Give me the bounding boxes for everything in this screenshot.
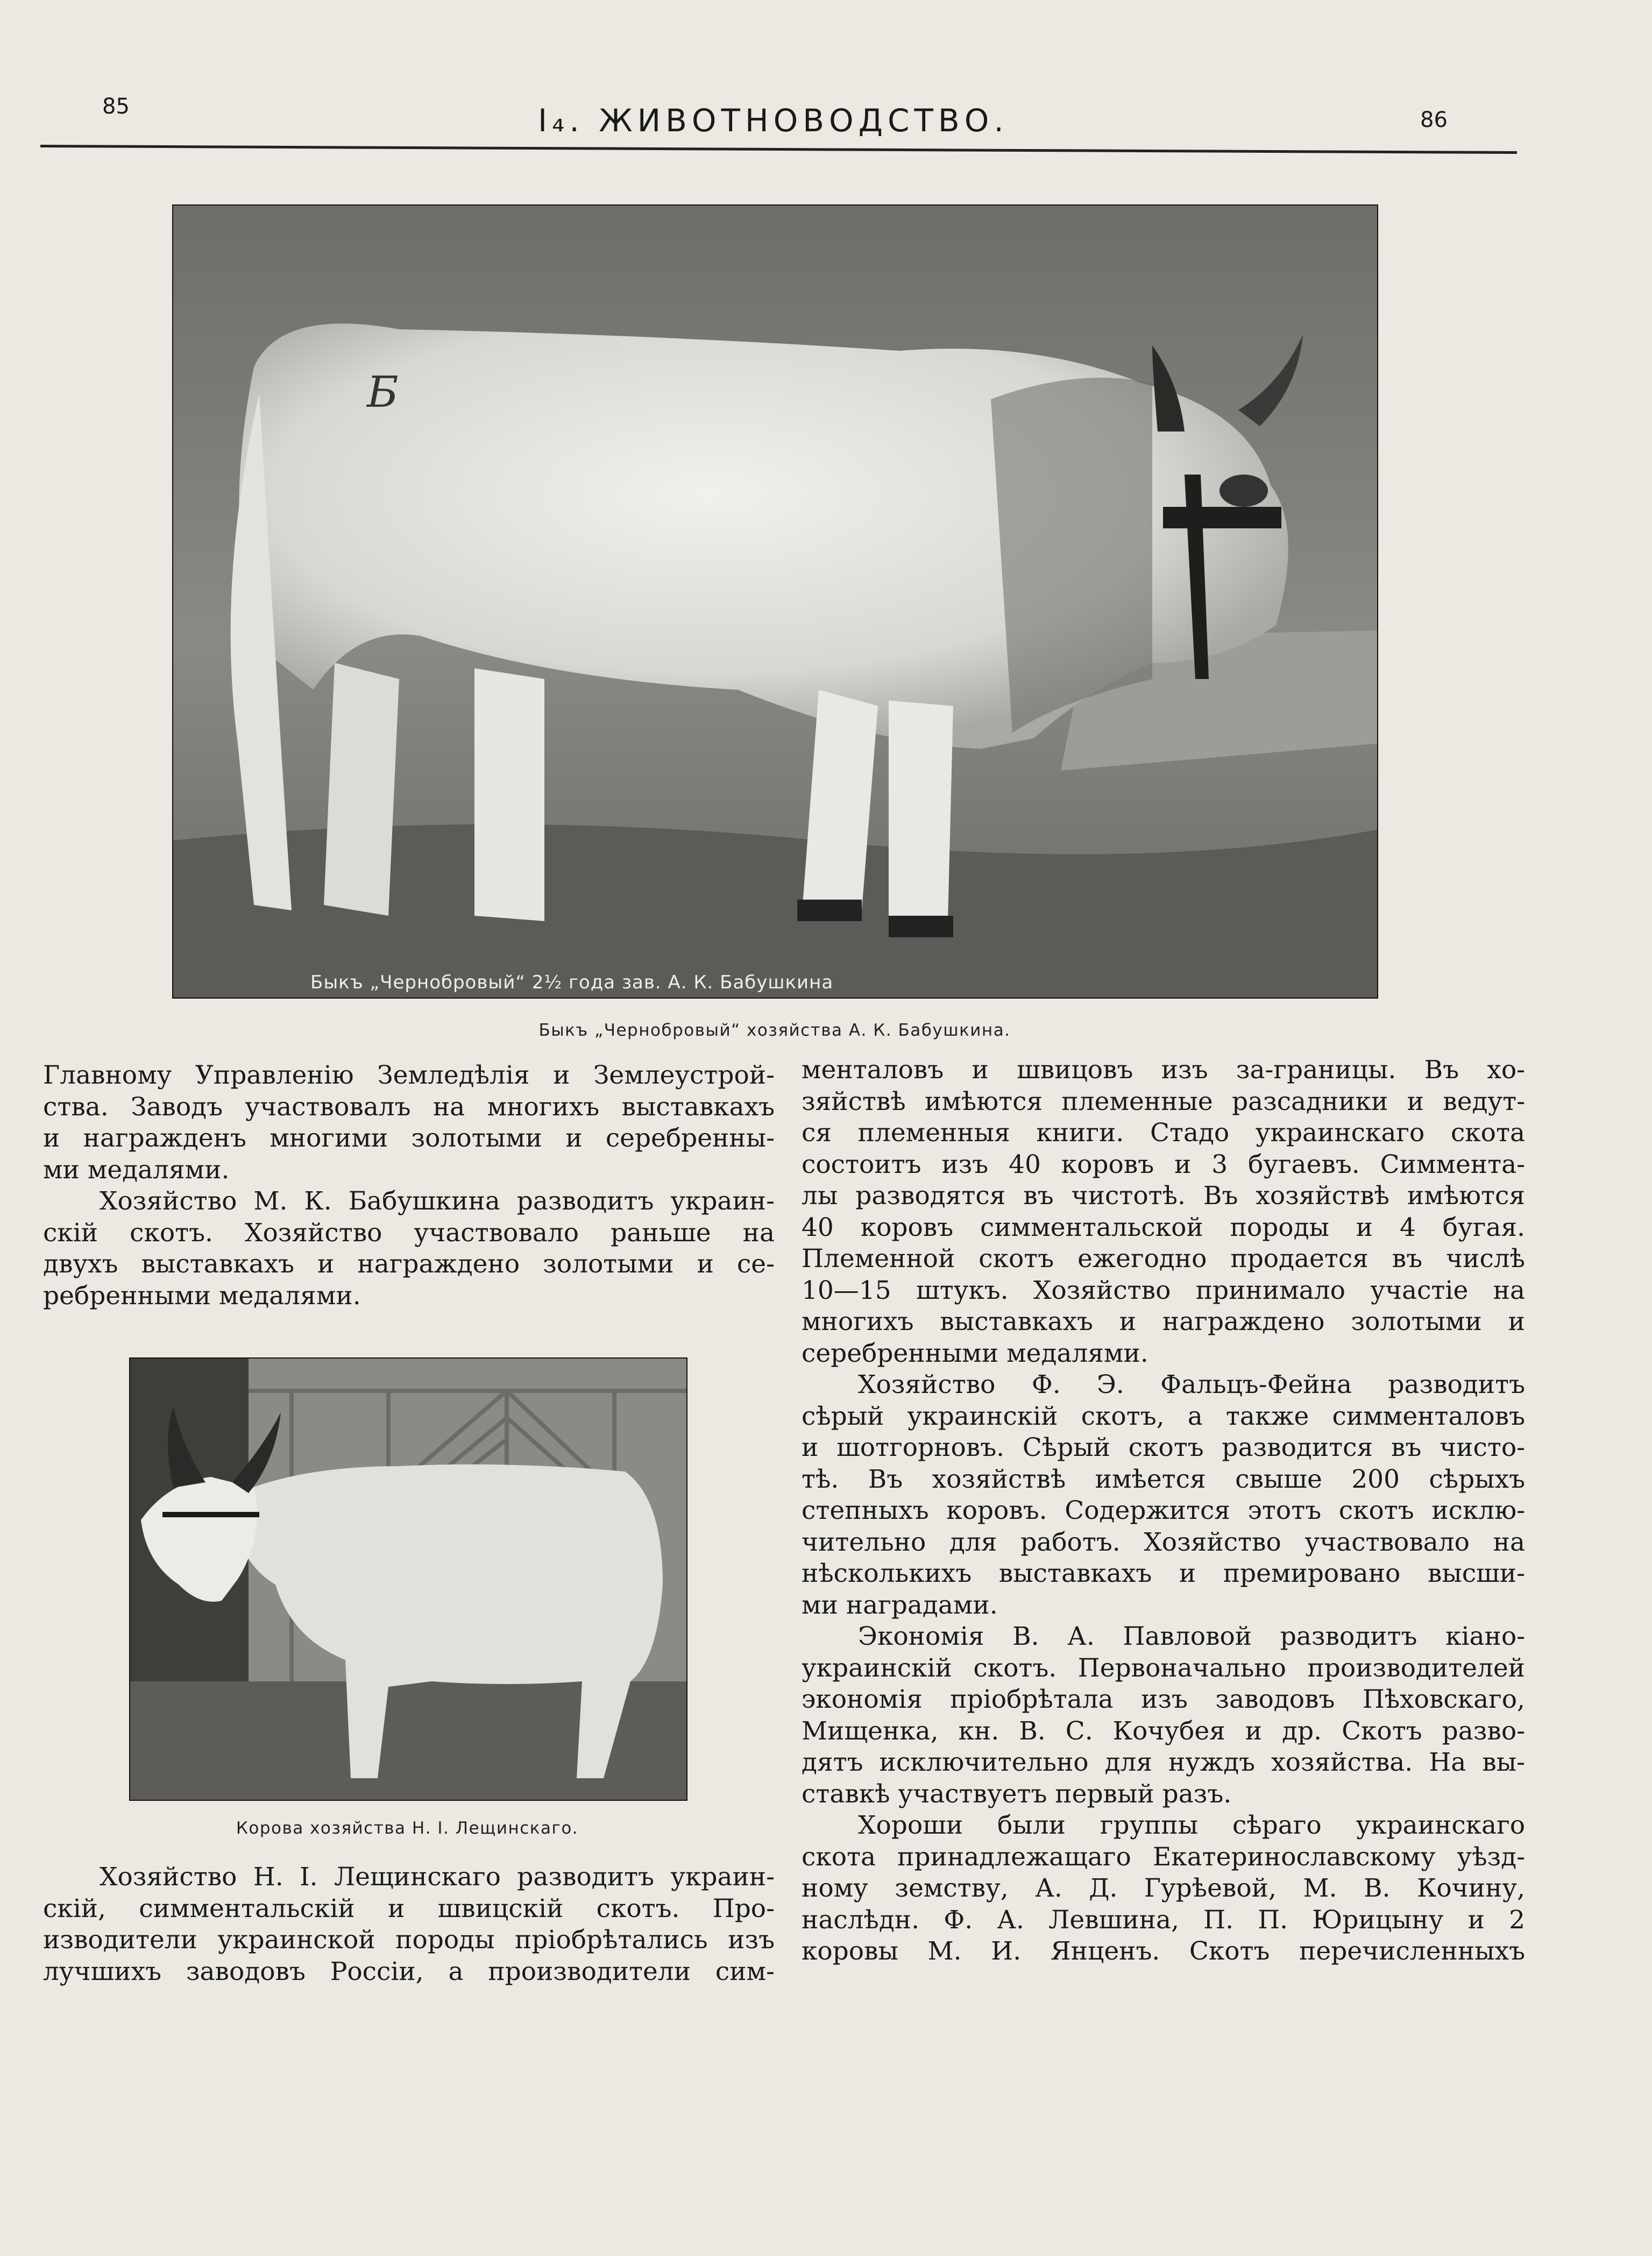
text-line: Экономія В. А. Павловой разводитъ кіано- <box>858 1622 1525 1651</box>
text-line: экономія пріобрѣтала изъ заводовъ Пѣховскаго, <box>802 1685 1525 1714</box>
text-line: Мищенка, кн. В. С. Кочубея и др. Скотъ разво- <box>802 1716 1525 1746</box>
left-column-upper-text <box>43 1060 775 1312</box>
text-line: многихъ выставкахъ и награждено золотыми и <box>802 1307 1525 1336</box>
right-column-text <box>802 1055 1525 1968</box>
left-column-lower-text <box>43 1862 775 1988</box>
photo-inset-label: Быкъ „Чернобровый“ 2½ года зав. А. К. Бабушкина <box>310 972 834 993</box>
text-line: зяйствѣ имѣются племенные разсадники и ведут- <box>802 1086 1525 1116</box>
text-line: ребренными медалями. <box>43 1281 361 1311</box>
text-line: 40 коровъ симментальской породы и 4 бугая. <box>802 1212 1525 1242</box>
page-number-left: 85 <box>102 94 130 119</box>
brand-mark: Б <box>367 367 399 417</box>
text-line: Хозяйство Ф. Э. Фальцъ-Фейна разводитъ <box>858 1370 1525 1399</box>
text-line: дятъ исключительно для нуждъ хозяйства. На вы- <box>802 1748 1525 1777</box>
text-line: ми медалями. <box>43 1155 230 1185</box>
text-line: тѣ. Въ хозяйствѣ имѣется свыше 200 сѣрыхъ <box>802 1464 1525 1494</box>
text-line: скота принадлежащаго Екатеринославскому уѣзд- <box>802 1842 1525 1872</box>
text-line: и шотгорновъ. Сѣрый скотъ разводится въ чисто- <box>802 1433 1525 1462</box>
text-line: ному земству, А. Д. Гурѣевой, М. В. Кочину, <box>802 1873 1525 1903</box>
text-line: лы разводятся въ чистотѣ. Въ хозяйствѣ имѣются <box>802 1181 1525 1211</box>
text-line: скій скотъ. Хозяйство участвовало раньше на <box>43 1218 775 1248</box>
text-line: скій, симментальскій и швицскій скотъ. Про- <box>43 1893 775 1923</box>
text-line: Хозяйство Н. І. Лещинскаго разводитъ украин- <box>100 1862 775 1892</box>
text-line: 10—15 штукъ. Хозяйство принимало участіе на <box>802 1275 1525 1305</box>
text-line: состоитъ изъ 40 коровъ и 3 бугаевъ. Симмента- <box>802 1149 1525 1179</box>
text-line: изводители украинской породы пріобрѣтались изъ <box>43 1925 775 1955</box>
text-line: менталовъ и швицовъ изъ за-границы. Въ хо- <box>802 1055 1525 1085</box>
text-line: двухъ выставкахъ и награждено золотыми и се- <box>43 1249 775 1279</box>
cow-photograph <box>129 1357 687 1801</box>
text-line: ся племенныя книги. Стадо украинскаго скота <box>802 1118 1525 1148</box>
text-line: Племенной скотъ ежегодно продается въ числѣ <box>802 1244 1525 1274</box>
text-line: Хороши были группы сѣраго украинскаго <box>858 1811 1525 1840</box>
text-line: и награжденъ многими золотыми и серебренны- <box>43 1123 775 1153</box>
text-line: чительно для работъ. Хозяйство участвовало на <box>802 1527 1525 1557</box>
bull-photograph <box>172 204 1378 999</box>
text-line: Главному Управленію Земледѣлія и Землеустрой- <box>43 1060 775 1090</box>
header-rule <box>40 145 1517 154</box>
text-line: ставкѣ участвуетъ первый разъ. <box>802 1779 1232 1809</box>
text-line: коровы М. И. Янценъ. Скотъ перечисленныхъ <box>802 1936 1525 1966</box>
text-line: наслѣдн. Ф. А. Левшина, П. П. Юрицыну и 2 <box>802 1905 1525 1935</box>
text-line: Хозяйство М. К. Бабушкина разводитъ украин- <box>100 1186 775 1216</box>
text-line: сѣрый украинскій скотъ, а также симменталовъ <box>802 1401 1525 1431</box>
text-line: ми наградами. <box>802 1590 998 1620</box>
text-line: украинскій скотъ. Первоначально производителей <box>802 1653 1525 1683</box>
running-header-title: I₄. ЖИВОТНОВОДСТВО. <box>538 102 1009 139</box>
page-number-right: 86 <box>1420 108 1448 132</box>
cow-caption: Корова хозяйства Н. І. Лещинскаго. <box>236 1819 579 1838</box>
cow-illustration <box>130 1359 686 1800</box>
text-line: степныхъ коровъ. Содержится этотъ скотъ исклю- <box>802 1496 1525 1525</box>
text-line: лучшихъ заводовъ Россіи, а производители сим- <box>43 1956 775 1986</box>
text-line: серебренными медалями. <box>802 1338 1148 1368</box>
text-line: ства. Заводъ участвовалъ на многихъ выставкахъ <box>43 1092 775 1122</box>
bull-illustration <box>173 206 1377 998</box>
bull-caption: Быкъ „Чернобровый“ хозяйства А. К. Бабушкина. <box>538 1021 1011 1040</box>
text-line: нѣсколькихъ выставкахъ и премировано высши- <box>802 1559 1525 1588</box>
